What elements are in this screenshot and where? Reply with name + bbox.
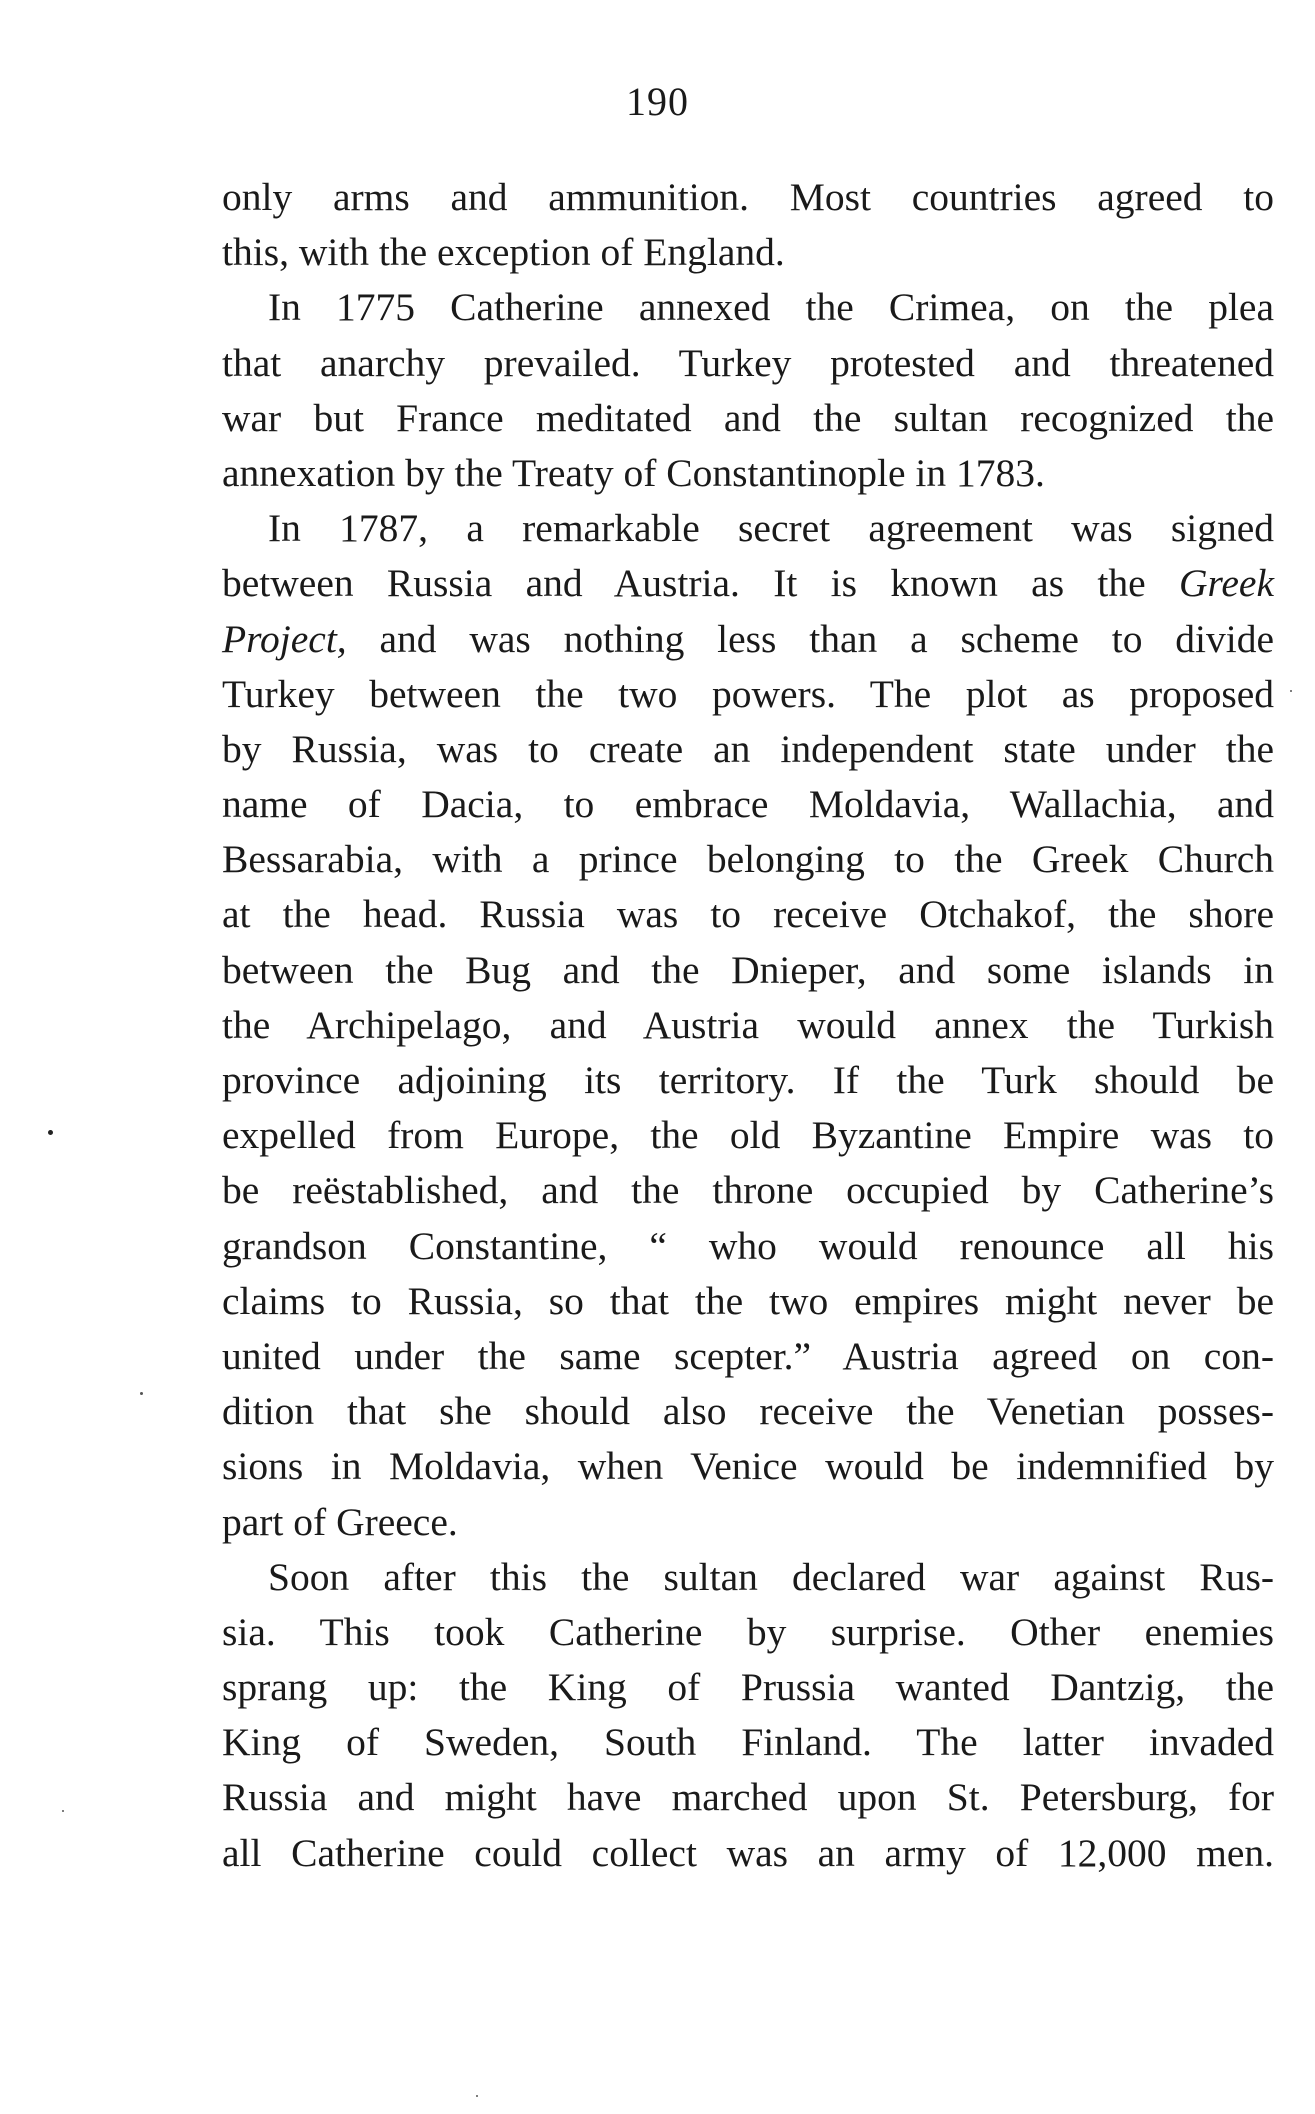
scan-speck [1290,690,1292,692]
page-number: 190 [626,79,689,124]
text-line: province adjoining its territory. If the Turk should be [222,1058,1274,1102]
text-line: by Russia, was to create an independent state under the [222,726,1274,771]
text-line: In 1787, a remarkable secret agreement was signed [268,506,1274,551]
body-text [222,170,1274,1881]
text-line: the Archipelago, and Austria would annex the Turkish [222,1002,1274,1047]
text-line: In 1775 Catherine annexed the Crimea, on the plea [268,285,1274,330]
text-line: name of Dacia, to embrace Moldavia, Wallachia, and [222,782,1274,827]
text-line: claims to Russia, so that the two empires might never be [222,1278,1274,1323]
text-line: Turkey between the two powers. The plot as proposed [222,671,1274,716]
text-line: be reëstablished, and the throne occupied by Catherine’s [222,1168,1274,1213]
text-line: King of Sweden, South Finland. The latter invaded [222,1720,1274,1765]
text-line: sia. This took Catherine by surprise. Other enemies [222,1609,1274,1654]
text-line: this, with the exception of England. [222,230,785,275]
text-line: grandson Constantine, “ who would renounce all his [222,1223,1274,1268]
scan-speck [476,2095,478,2097]
italic-title-fragment: Greek [1178,561,1274,606]
text-line: part of Greece. [222,1499,458,1544]
text-line: war but France meditated and the sultan recognized the [222,395,1274,440]
scan-speck [140,1392,143,1395]
text-fragment: and was nothing less than a scheme to divide [379,616,1275,661]
text-line: Russia and might have marched upon St. Petersburg, for [222,1775,1274,1820]
text-line: expelled from Europe, the old Byzantine Empire was to [222,1113,1274,1158]
text-line: all Catherine could collect was an army of 12,000 men. [222,1830,1274,1875]
italic-title-fragment: Project, [222,616,347,661]
text-line: only arms and ammunition. Most countries agreed to [222,175,1274,219]
text-line: Bessarabia, with a prince belonging to the Greek Church [222,837,1274,882]
text-line: between the Bug and the Dnieper, and some islands in [222,947,1274,992]
text-line [222,556,1274,611]
text-line: Soon after this the sultan declared war against Rus- [268,1554,1274,1599]
text-line: sprang up: the King of Prussia wanted Dantzig, the [222,1665,1274,1710]
scan-speck [62,1810,64,1812]
text-line: that anarchy prevailed. Turkey protested and threatened [222,340,1274,385]
text-line: dition that she should also receive the Venetian posses- [222,1389,1274,1434]
scan-speck [48,1130,53,1135]
text-fragment: between Russia and Austria. It is known as the [222,561,1146,606]
text-line: united under the same scepter.” Austria agreed on con- [222,1333,1274,1378]
text-line: annexation by the Treaty of Constantinople in 1783. [222,450,1045,495]
text-line: at the head. Russia was to receive Otchakof, the shore [222,892,1274,937]
text-line [222,612,1274,667]
text-line: sions in Moldavia, when Venice would be indemnified by [222,1444,1274,1489]
